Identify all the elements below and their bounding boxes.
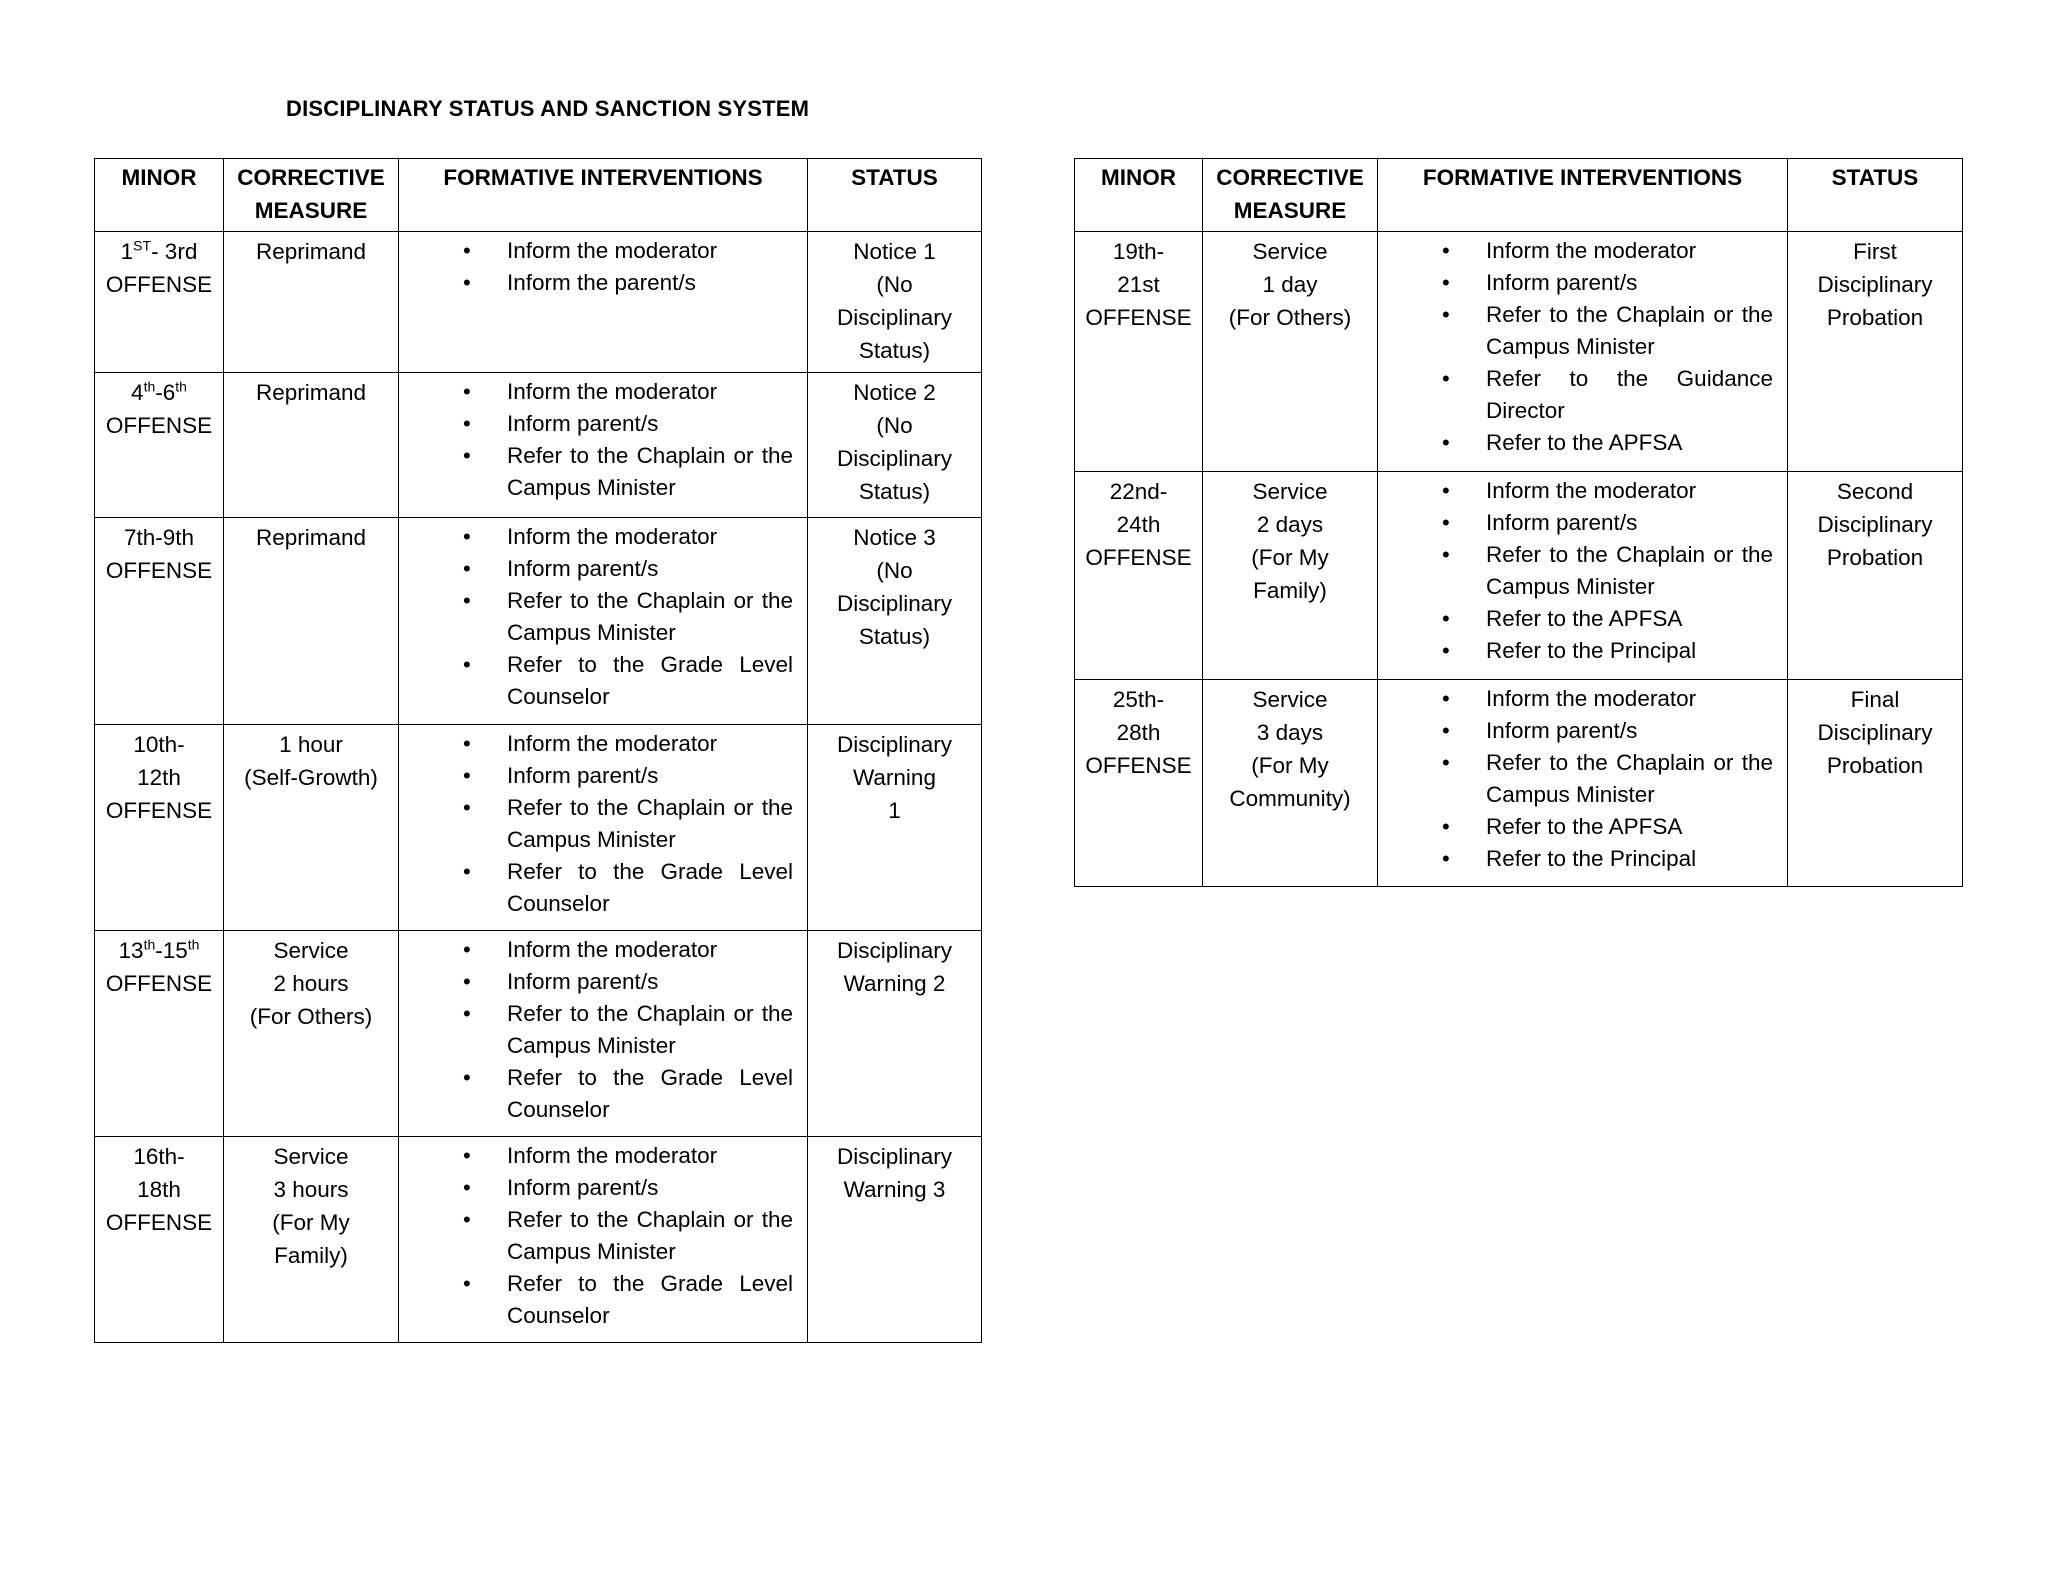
status-cell: Final Disciplinary Probation <box>1788 680 1963 887</box>
bullet-icon: • <box>1442 478 1450 503</box>
intervention-item <box>407 728 799 760</box>
intervention-item <box>407 1268 799 1332</box>
corrective-measure-cell: Service 2 hours (For Others) <box>224 931 399 1137</box>
intervention-item <box>1386 475 1779 507</box>
bullet-icon: • <box>1442 430 1450 455</box>
intervention-text: Inform parent/s <box>507 763 659 788</box>
formative-interventions-cell <box>1378 232 1788 472</box>
intervention-text: Refer to the APFSA <box>1486 430 1683 455</box>
bullet-icon: • <box>1442 606 1450 631</box>
bullet-icon: • <box>463 411 471 436</box>
bullet-icon: • <box>1442 686 1450 711</box>
offense-label: 19th- 21st OFFENSE <box>1085 239 1192 330</box>
intervention-item <box>407 376 799 408</box>
intervention-text: Inform parent/s <box>507 411 659 436</box>
intervention-text: Inform parent/s <box>1486 270 1638 295</box>
formative-interventions-cell <box>399 1137 808 1343</box>
intervention-item <box>1386 539 1779 603</box>
bullet-icon: • <box>463 270 471 295</box>
header-status: STATUS <box>808 159 982 232</box>
formative-interventions-cell <box>399 373 808 518</box>
bullet-icon: • <box>1442 270 1450 295</box>
intervention-item <box>407 649 799 713</box>
bullet-icon: • <box>1442 238 1450 263</box>
bullet-icon: • <box>463 238 471 263</box>
intervention-item <box>407 966 799 998</box>
bullet-icon: • <box>463 1143 471 1168</box>
status-cell: Notice 1 (No Disciplinary Status) <box>808 232 982 373</box>
bullet-icon: • <box>1442 542 1450 567</box>
bullet-icon: • <box>463 795 471 820</box>
corrective-measure-cell: Service 1 day (For Others) <box>1203 232 1378 472</box>
header-minor: MINOR <box>1075 159 1203 232</box>
intervention-item <box>1386 843 1779 875</box>
table-row <box>1075 680 1963 887</box>
offense-ordinal-suffix: th <box>143 378 156 395</box>
bullet-icon: • <box>463 969 471 994</box>
bullet-icon: • <box>1442 750 1450 775</box>
interventions-list <box>407 376 799 504</box>
intervention-item <box>1386 235 1779 267</box>
intervention-text: Inform parent/s <box>1486 718 1638 743</box>
intervention-text: Refer to the Chaplain or the Campus Minister <box>1486 542 1773 599</box>
bullet-icon: • <box>463 1207 471 1232</box>
table-row <box>95 518 982 725</box>
bullet-icon: • <box>1442 638 1450 663</box>
bullet-icon: • <box>1442 366 1450 391</box>
offense-number: -15 <box>155 938 188 963</box>
intervention-text: Refer to the Grade Level Counselor <box>507 1065 793 1122</box>
intervention-text: Refer to the Principal <box>1486 638 1697 663</box>
intervention-text: Refer to the Principal <box>1486 846 1697 871</box>
table-body-right <box>1075 232 1963 887</box>
table-row <box>1075 232 1963 472</box>
header-corrective-measure: CORRECTIVE MEASURE <box>224 159 399 232</box>
corrective-measure-cell: Reprimand <box>224 373 399 518</box>
corrective-measure-cell: Service 3 days (For My Community) <box>1203 680 1378 887</box>
offense-number: 13 <box>118 938 144 963</box>
status-cell: Disciplinary Warning 2 <box>808 931 982 1137</box>
intervention-item <box>1386 603 1779 635</box>
sanction-table-left <box>94 158 982 1343</box>
bullet-icon: • <box>463 859 471 884</box>
table-body-left <box>95 232 982 1343</box>
bullet-icon: • <box>463 652 471 677</box>
intervention-text: Refer to the APFSA <box>1486 814 1683 839</box>
offense-label: 25th- 28th OFFENSE <box>1085 687 1192 778</box>
header-formative-interventions: FORMATIVE INTERVENTIONS <box>399 159 808 232</box>
offense-number: -6 <box>155 380 176 405</box>
interventions-list <box>1386 683 1779 875</box>
offense-cell <box>95 232 224 373</box>
offense-number: 4 <box>131 380 144 405</box>
intervention-item <box>407 408 799 440</box>
intervention-text: Inform the moderator <box>507 238 718 263</box>
intervention-text: Refer to the Chaplain or the Campus Minister <box>507 1207 793 1264</box>
intervention-item <box>1386 811 1779 843</box>
bullet-icon: • <box>463 1001 471 1026</box>
offense-label: 16th- 18th OFFENSE <box>105 1144 213 1235</box>
intervention-text: Refer to the Grade Level Counselor <box>507 1271 793 1328</box>
intervention-item <box>407 998 799 1062</box>
formative-interventions-cell <box>1378 472 1788 680</box>
bullet-icon: • <box>463 937 471 962</box>
intervention-text: Inform the moderator <box>507 524 718 549</box>
intervention-text: Inform the moderator <box>1486 686 1697 711</box>
offense-number: - 3rd <box>151 239 198 264</box>
intervention-text: Inform the parent/s <box>507 270 696 295</box>
offense-number: 1 <box>120 239 134 264</box>
header-minor: MINOR <box>95 159 224 232</box>
intervention-text: Inform the moderator <box>507 937 718 962</box>
status-cell: Notice 2 (No Disciplinary Status) <box>808 373 982 518</box>
status-cell: Disciplinary Warning 1 <box>808 725 982 931</box>
bullet-icon: • <box>463 443 471 468</box>
intervention-item <box>407 1062 799 1126</box>
offense-range <box>103 376 215 409</box>
intervention-item <box>407 553 799 585</box>
intervention-text: Refer to the Grade Level Counselor <box>507 652 793 709</box>
offense-ordinal-suffix: th <box>187 936 200 953</box>
offense-cell <box>95 373 224 518</box>
intervention-text: Inform parent/s <box>1486 510 1638 535</box>
intervention-text: Inform the moderator <box>507 1143 718 1168</box>
offense-cell <box>95 518 224 725</box>
intervention-item <box>407 267 799 299</box>
formative-interventions-cell <box>399 931 808 1137</box>
intervention-item <box>407 585 799 649</box>
intervention-item <box>1386 715 1779 747</box>
offense-label: 7th-9th OFFENSE <box>105 525 213 583</box>
status-cell: First Disciplinary Probation <box>1788 232 1963 472</box>
table-header-row <box>1075 159 1963 232</box>
intervention-text: Refer to the Chaplain or the Campus Minister <box>507 1001 793 1058</box>
offense-ordinal-suffix: th <box>175 378 187 395</box>
interventions-list <box>407 728 799 920</box>
intervention-item <box>1386 507 1779 539</box>
interventions-list <box>407 934 799 1126</box>
intervention-text: Inform the moderator <box>1486 238 1697 263</box>
intervention-item <box>1386 635 1779 667</box>
offense-label: OFFENSE <box>105 971 213 996</box>
corrective-measure-cell: Service 3 hours (For My Family) <box>224 1137 399 1343</box>
bullet-icon: • <box>463 379 471 404</box>
formative-interventions-cell <box>1378 680 1788 887</box>
offense-ordinal-suffix: th <box>143 936 156 953</box>
intervention-item <box>407 235 799 267</box>
intervention-item <box>1386 267 1779 299</box>
corrective-measure-cell: 1 hour (Self-Growth) <box>224 725 399 931</box>
interventions-list <box>407 521 799 713</box>
interventions-list <box>1386 475 1779 667</box>
intervention-item <box>1386 427 1779 459</box>
intervention-item <box>407 1172 799 1204</box>
intervention-item <box>1386 747 1779 811</box>
interventions-list <box>407 235 799 299</box>
intervention-text: Refer to the Guidance Director <box>1486 366 1773 423</box>
header-formative-interventions: FORMATIVE INTERVENTIONS <box>1378 159 1788 232</box>
intervention-text: Refer to the Chaplain or the Campus Minister <box>1486 302 1773 359</box>
corrective-measure-cell: Service 2 days (For My Family) <box>1203 472 1378 680</box>
status-cell: Second Disciplinary Probation <box>1788 472 1963 680</box>
offense-label: OFFENSE <box>105 272 213 297</box>
intervention-text: Inform the moderator <box>507 731 718 756</box>
header-status: STATUS <box>1788 159 1963 232</box>
offense-cell <box>1075 472 1203 680</box>
interventions-list <box>1386 235 1779 459</box>
intervention-text: Inform parent/s <box>507 556 659 581</box>
intervention-text: Inform the moderator <box>507 379 718 404</box>
table-row <box>95 1137 982 1343</box>
intervention-item <box>1386 299 1779 363</box>
bullet-icon: • <box>1442 302 1450 327</box>
offense-range <box>103 235 215 268</box>
formative-interventions-cell <box>399 232 808 373</box>
document-title: DISCIPLINARY STATUS AND SANCTION SYSTEM <box>286 96 810 121</box>
intervention-text: Refer to the Chaplain or the Campus Minister <box>507 795 793 852</box>
intervention-item <box>407 1204 799 1268</box>
formative-interventions-cell <box>399 518 808 725</box>
bullet-icon: • <box>463 524 471 549</box>
offense-label: 10th- 12th OFFENSE <box>105 732 213 823</box>
bullet-icon: • <box>463 1065 471 1090</box>
corrective-measure-cell: Reprimand <box>224 518 399 725</box>
bullet-icon: • <box>1442 814 1450 839</box>
table-row <box>95 373 982 518</box>
intervention-text: Inform parent/s <box>507 969 659 994</box>
intervention-text: Refer to the Chaplain or the Campus Minister <box>507 588 793 645</box>
intervention-text: Refer to the APFSA <box>1486 606 1683 631</box>
offense-cell <box>95 725 224 931</box>
intervention-text: Refer to the Chaplain or the Campus Minister <box>507 443 793 500</box>
table-row <box>95 931 982 1137</box>
status-cell: Notice 3 (No Disciplinary Status) <box>808 518 982 725</box>
intervention-item <box>407 521 799 553</box>
interventions-list <box>407 1140 799 1332</box>
intervention-item <box>1386 683 1779 715</box>
offense-cell <box>95 931 224 1137</box>
intervention-text: Inform the moderator <box>1486 478 1697 503</box>
bullet-icon: • <box>463 1175 471 1200</box>
offense-label: OFFENSE <box>105 413 213 438</box>
intervention-item <box>407 1140 799 1172</box>
status-cell: Disciplinary Warning 3 <box>808 1137 982 1343</box>
intervention-text: Refer to the Grade Level Counselor <box>507 859 793 916</box>
intervention-item <box>407 856 799 920</box>
intervention-item <box>407 760 799 792</box>
bullet-icon: • <box>1442 718 1450 743</box>
intervention-item <box>407 440 799 504</box>
intervention-item <box>407 792 799 856</box>
bullet-icon: • <box>1442 846 1450 871</box>
intervention-text: Inform parent/s <box>507 1175 659 1200</box>
header-corrective-measure: CORRECTIVE MEASURE <box>1203 159 1378 232</box>
bullet-icon: • <box>463 1271 471 1296</box>
bullet-icon: • <box>463 731 471 756</box>
offense-ordinal-suffix: ST <box>133 237 152 254</box>
corrective-measure-cell: Reprimand <box>224 232 399 373</box>
offense-cell <box>95 1137 224 1343</box>
bullet-icon: • <box>463 763 471 788</box>
table-header-row <box>95 159 982 232</box>
offense-label: 22nd- 24th OFFENSE <box>1085 479 1192 570</box>
table-row <box>1075 472 1963 680</box>
bullet-icon: • <box>1442 510 1450 535</box>
formative-interventions-cell <box>399 725 808 931</box>
intervention-item <box>1386 363 1779 427</box>
offense-cell <box>1075 232 1203 472</box>
table-row <box>95 725 982 931</box>
bullet-icon: • <box>463 588 471 613</box>
offense-cell <box>1075 680 1203 887</box>
table-row <box>95 232 982 373</box>
intervention-text: Refer to the Chaplain or the Campus Minister <box>1486 750 1773 807</box>
sanction-table-right <box>1074 158 1963 887</box>
intervention-item <box>407 934 799 966</box>
bullet-icon: • <box>463 556 471 581</box>
offense-range <box>103 934 215 967</box>
